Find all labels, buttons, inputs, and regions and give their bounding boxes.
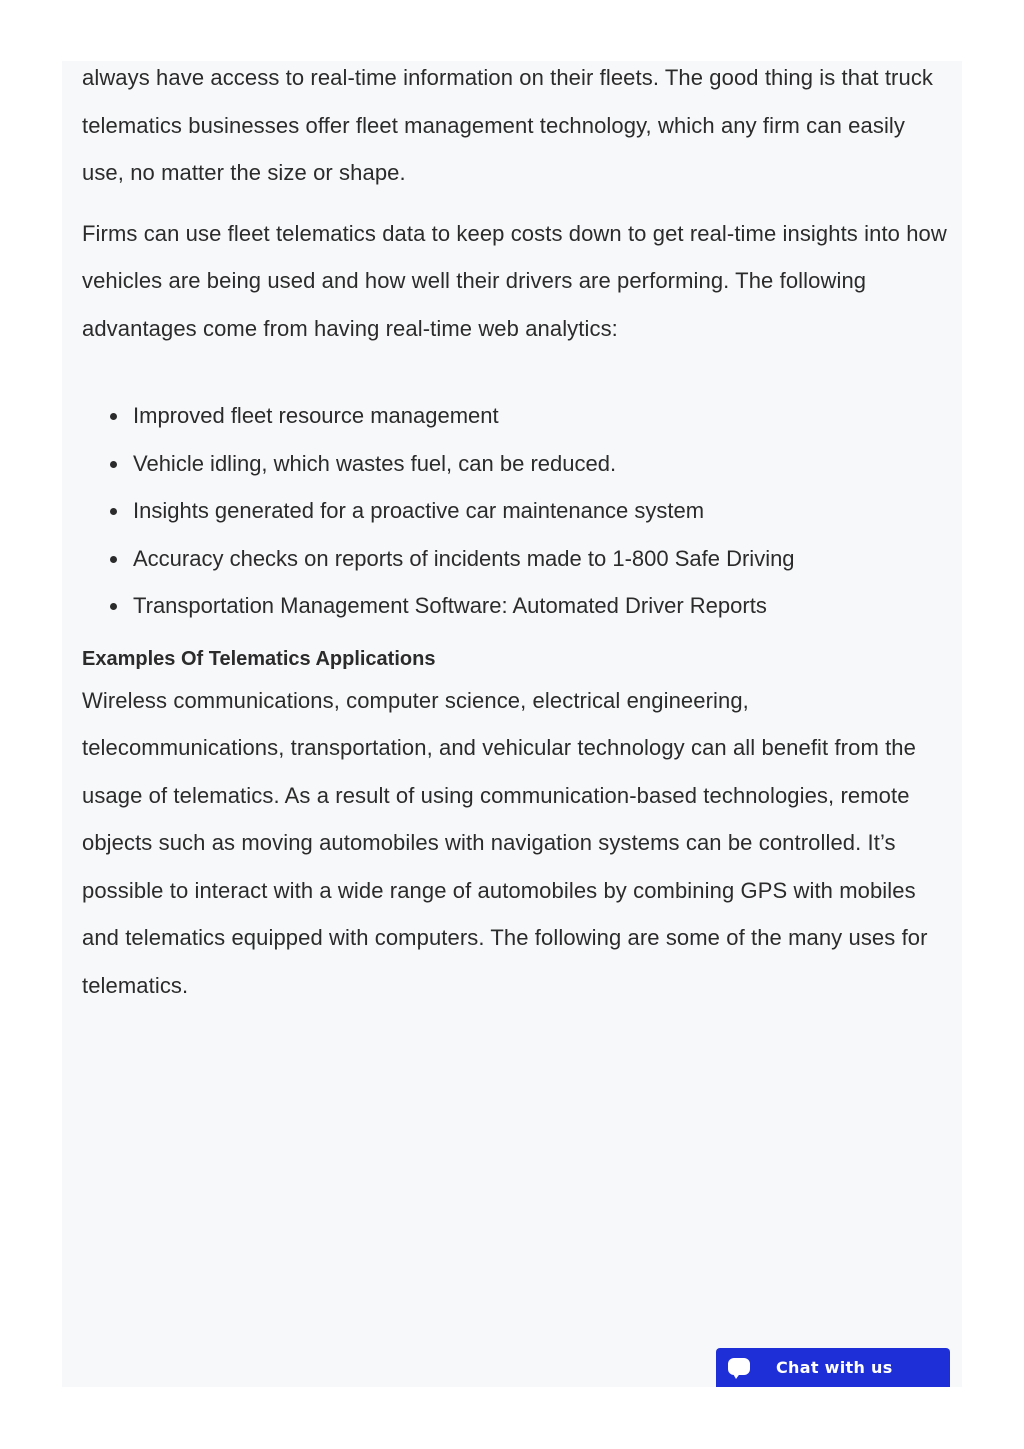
- intro-paragraph: always have access to real-time information on their fleets. The good thing is that truck telematics businesses offer fleet management technology, which any firm can easily use, no matter the size or shape.: [82, 65, 934, 185]
- telematics-paragraph: Wireless communications, computer science, electrical engineering, telecommunications, transportation, and vehicular technology can all benefit from the usage of telematics. As a result of using communication-based technologies, remote objects such as moving automobiles with navigation systems can be controlled. It’s possible to interact with a wide range of automobiles by combining GPS with mobiles and telematics equipped with computers. The following are some of the many uses for telematics.: [82, 687, 928, 998]
- chat-button[interactable]: [716, 1348, 950, 1387]
- list-item-text: Insights generated for a proactive car maintenance system: [133, 498, 705, 524]
- article-content: [82, 61, 952, 1009]
- list-item-text: Vehicle idling, which wastes fuel, can be reduced.: [133, 450, 617, 476]
- list-item: [110, 582, 952, 630]
- list-item-text: Improved fleet resource management: [133, 403, 499, 428]
- section-heading: Examples Of Telematics Applications: [82, 647, 436, 670]
- analytics-paragraph: Firms can use fleet telematics data to keep costs down to get real-time insights into how vehicles are being used and how well their drivers are performing. The following advantages come from having real-time web analytics:: [82, 220, 947, 341]
- list-item: [110, 440, 952, 488]
- bullet-icon: [110, 413, 117, 420]
- advantages-list: [82, 392, 952, 630]
- list-item-text: Accuracy checks on reports of incidents made to 1-800 Safe Driving: [133, 545, 795, 571]
- chat-button-label: Chat with us: [776, 1358, 893, 1377]
- bullet-icon: [110, 461, 117, 468]
- chat-bubble-icon: [728, 1357, 750, 1379]
- bullet-icon: [110, 603, 117, 610]
- list-item: [110, 392, 952, 440]
- list-item: [110, 487, 952, 535]
- list-item-text: Transportation Management Software: Automated Driver Reports: [133, 593, 767, 619]
- article-panel: [62, 61, 962, 1387]
- list-item: [110, 535, 952, 583]
- bullet-icon: [110, 556, 117, 563]
- bullet-icon: [110, 508, 117, 515]
